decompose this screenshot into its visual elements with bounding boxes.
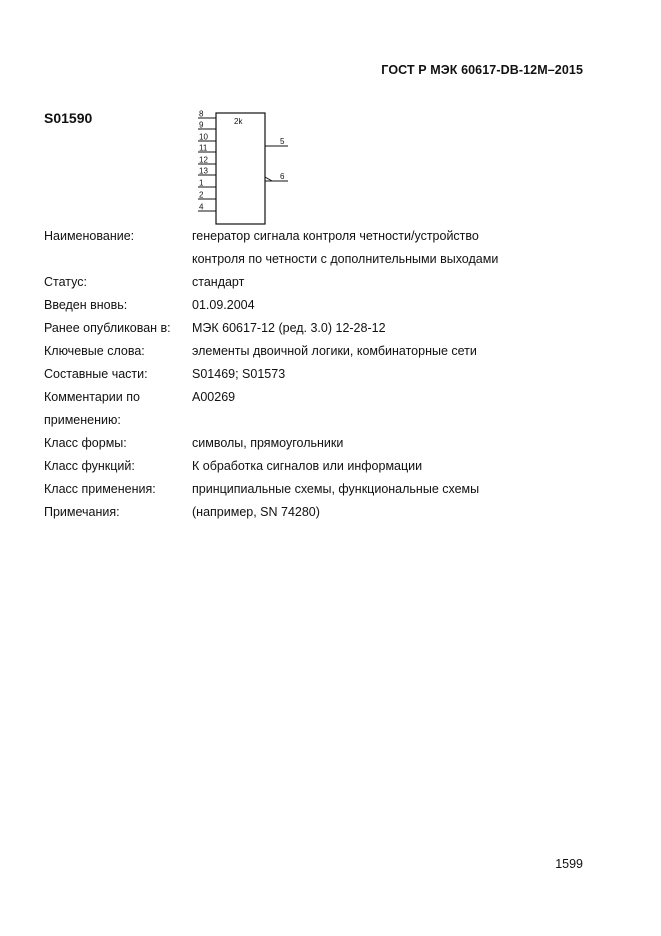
output-pin-label: 5 bbox=[280, 137, 285, 146]
field-value: генератор сигнала контроля четности/устройство bbox=[192, 229, 479, 243]
field-label: применению: bbox=[44, 413, 121, 427]
field-value: стандарт bbox=[192, 275, 245, 289]
field-label: Класс формы: bbox=[44, 436, 127, 450]
field-value: контроля по четности с дополнительными выходами bbox=[192, 252, 499, 266]
field-label: Введен вновь: bbox=[44, 298, 128, 312]
output-pin-label: 6 bbox=[280, 172, 285, 181]
qualifier-label: 2k bbox=[234, 117, 243, 126]
input-pin-label: 2 bbox=[199, 190, 204, 200]
input-pin-label: 11 bbox=[199, 143, 208, 153]
input-pin-label: 8 bbox=[199, 109, 204, 119]
symbol-code: S01590 bbox=[44, 110, 93, 126]
field-value: принципиальные схемы, функциональные схемы bbox=[192, 482, 480, 496]
input-pin-label: 12 bbox=[199, 155, 208, 165]
input-pin-label: 4 bbox=[199, 202, 204, 212]
document-header: ГОСТ Р МЭК 60617-DB-12М–2015 bbox=[381, 63, 583, 77]
page-number: 1599 bbox=[555, 857, 583, 871]
field-label: Ключевые слова: bbox=[44, 344, 145, 358]
field-value: (например, SN 74280) bbox=[192, 505, 320, 519]
field-value: S01469; S01573 bbox=[192, 367, 286, 381]
input-pin-label: 1 bbox=[199, 178, 204, 188]
input-pin-label: 13 bbox=[199, 166, 208, 176]
symbol-box bbox=[216, 113, 265, 224]
field-value: 01.09.2004 bbox=[192, 298, 255, 312]
field-value: символы, прямоугольники bbox=[192, 436, 344, 450]
field-label: Класс применения: bbox=[44, 482, 156, 496]
field-label: Наименование: bbox=[44, 229, 135, 243]
field-label: Примечания: bbox=[44, 505, 120, 519]
field-label: Составные части: bbox=[44, 367, 148, 381]
parity-generator-symbol bbox=[190, 108, 300, 228]
field-label: Ранее опубликован в: bbox=[44, 321, 171, 335]
field-label: Класс функций: bbox=[44, 459, 135, 473]
negation-indicator bbox=[265, 177, 272, 181]
field-value: A00269 bbox=[192, 390, 236, 404]
field-label: Статус: bbox=[44, 275, 87, 289]
input-pin-label: 10 bbox=[199, 132, 208, 142]
field-label: Комментарии по bbox=[44, 390, 140, 404]
field-value: К обработка сигналов или информации bbox=[192, 459, 423, 473]
input-pin-label: 9 bbox=[199, 120, 204, 130]
field-value: МЭК 60617-12 (ред. 3.0) 12-28-12 bbox=[192, 321, 386, 335]
field-value: элементы двоичной логики, комбинаторные сети bbox=[192, 344, 477, 358]
